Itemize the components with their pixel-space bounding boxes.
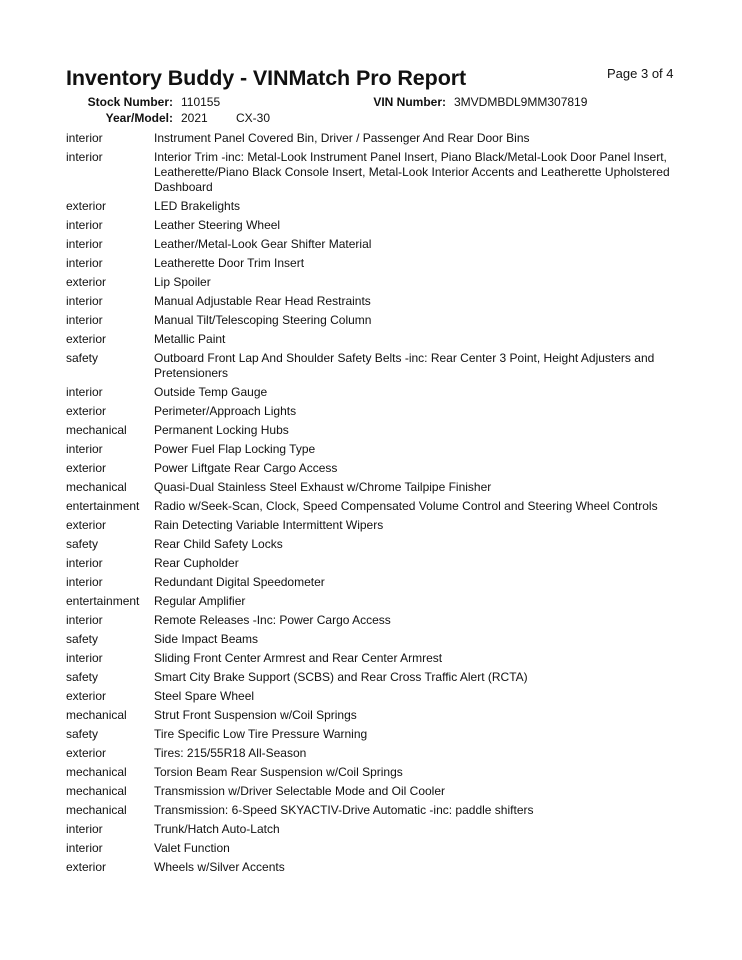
feature-list <box>66 131 696 879</box>
feature-category: entertainment <box>66 499 140 513</box>
feature-row <box>66 575 696 590</box>
feature-description: Instrument Panel Covered Bin, Driver / Passenger And Rear Door Bins <box>154 131 530 145</box>
feature-description: Steel Spare Wheel <box>154 689 255 703</box>
feature-row <box>66 150 696 195</box>
feature-row <box>66 423 696 438</box>
feature-row <box>66 332 696 347</box>
feature-category: safety <box>66 632 99 646</box>
feature-description: Side Impact Beams <box>154 632 259 646</box>
feature-row <box>66 689 696 704</box>
feature-description: LED Brakelights <box>154 199 241 213</box>
feature-description: Radio w/Seek-Scan, Clock, Speed Compensated Volume Control and Steering Wheel Controls <box>154 499 658 513</box>
feature-description: Leather/Metal-Look Gear Shifter Material <box>154 237 372 251</box>
feature-description: Power Fuel Flap Locking Type <box>154 442 316 456</box>
feature-row <box>66 841 696 856</box>
feature-row <box>66 518 696 533</box>
feature-description: Outside Temp Gauge <box>154 385 268 399</box>
feature-category: interior <box>66 294 103 308</box>
year-value: 2021 <box>181 111 208 125</box>
feature-row <box>66 765 696 780</box>
feature-description: Leatherette Door Trim Insert <box>154 256 305 270</box>
feature-description: Power Liftgate Rear Cargo Access <box>154 461 338 475</box>
feature-category: exterior <box>66 746 107 760</box>
feature-description: Torsion Beam Rear Suspension w/Coil Springs <box>154 765 403 779</box>
feature-description: Metallic Paint <box>154 332 226 346</box>
year-model-label: Year/Model: <box>105 111 173 125</box>
feature-row <box>66 131 696 146</box>
feature-row <box>66 313 696 328</box>
feature-category: safety <box>66 670 99 684</box>
feature-description: Perimeter/Approach Lights <box>154 404 297 418</box>
feature-row <box>66 613 696 628</box>
feature-category: interior <box>66 575 103 589</box>
feature-description: Tires: 215/55R18 All-Season <box>154 746 307 760</box>
feature-row <box>66 860 696 875</box>
feature-description: Transmission w/Driver Selectable Mode and Oil Cooler <box>154 784 445 798</box>
feature-row <box>66 404 696 419</box>
feature-row <box>66 670 696 685</box>
feature-description: Smart City Brake Support (SCBS) and Rear Cross Traffic Alert (RCTA) <box>154 670 528 684</box>
feature-description: Sliding Front Center Armrest and Rear Center Armrest <box>154 651 443 665</box>
feature-category: mechanical <box>66 784 127 798</box>
feature-description: Quasi-Dual Stainless Steel Exhaust w/Chrome Tailpipe Finisher <box>154 480 492 494</box>
feature-row <box>66 594 696 609</box>
feature-description: Leather Steering Wheel <box>154 218 281 232</box>
model-value: CX-30 <box>236 111 271 125</box>
feature-row <box>66 803 696 818</box>
feature-description: Transmission: 6-Speed SKYACTIV-Drive Automatic -inc: paddle shifters <box>154 803 534 817</box>
feature-row <box>66 632 696 647</box>
feature-category: mechanical <box>66 765 127 779</box>
feature-description: Wheels w/Silver Accents <box>154 860 285 874</box>
feature-category: interior <box>66 237 103 251</box>
vin-number-value: 3MVDMBDL9MM307819 <box>454 95 588 109</box>
feature-category: mechanical <box>66 423 127 437</box>
feature-description: Rear Cupholder <box>154 556 239 570</box>
feature-category: interior <box>66 150 103 164</box>
feature-row <box>66 480 696 495</box>
feature-category: exterior <box>66 518 107 532</box>
feature-row <box>66 351 696 381</box>
feature-description: Permanent Locking Hubs <box>154 423 289 437</box>
feature-category: exterior <box>66 689 107 703</box>
feature-row <box>66 294 696 309</box>
feature-category: interior <box>66 385 103 399</box>
feature-description: Regular Amplifier <box>154 594 246 608</box>
feature-row <box>66 822 696 837</box>
feature-category: interior <box>66 556 103 570</box>
feature-category: safety <box>66 727 99 741</box>
feature-category: interior <box>66 822 103 836</box>
stock-number-value: 110155 <box>181 95 221 109</box>
feature-category: safety <box>66 537 99 551</box>
feature-category: interior <box>66 131 103 145</box>
feature-description: Manual Tilt/Telescoping Steering Column <box>154 313 372 327</box>
feature-row <box>66 256 696 271</box>
feature-row <box>66 784 696 799</box>
feature-category: exterior <box>66 461 107 475</box>
feature-row <box>66 199 696 214</box>
feature-category: entertainment <box>66 594 140 608</box>
feature-category: interior <box>66 651 103 665</box>
feature-category: exterior <box>66 860 107 874</box>
feature-description: Manual Adjustable Rear Head Restraints <box>154 294 371 308</box>
feature-description: Redundant Digital Speedometer <box>154 575 325 589</box>
feature-description: Trunk/Hatch Auto-Latch <box>154 822 280 836</box>
feature-category: interior <box>66 313 103 327</box>
feature-row <box>66 746 696 761</box>
feature-category: interior <box>66 442 103 456</box>
feature-category: interior <box>66 256 103 270</box>
feature-category: exterior <box>66 332 107 346</box>
feature-row <box>66 385 696 400</box>
feature-row <box>66 237 696 252</box>
feature-description: Interior Trim -inc: Metal-Look Instrument Panel Insert, Piano Black/Metal-Look Door Panel Insert, Leatherette/Piano Black Console Insert, Metal-Look Interior Accents and Leatherette Upholstered Dashboard <box>154 150 670 194</box>
vin-number-label: VIN Number: <box>373 95 446 109</box>
feature-row <box>66 275 696 290</box>
feature-description: Rear Child Safety Locks <box>154 537 283 551</box>
feature-category: exterior <box>66 199 107 213</box>
feature-description: Valet Function <box>154 841 230 855</box>
feature-description: Remote Releases -Inc: Power Cargo Access <box>154 613 391 627</box>
feature-row <box>66 556 696 571</box>
feature-row <box>66 218 696 233</box>
feature-category: mechanical <box>66 480 127 494</box>
feature-category: safety <box>66 351 99 365</box>
feature-description: Strut Front Suspension w/Coil Springs <box>154 708 357 722</box>
feature-row <box>66 727 696 742</box>
feature-category: interior <box>66 613 103 627</box>
feature-row <box>66 708 696 723</box>
feature-category: exterior <box>66 404 107 418</box>
feature-row <box>66 461 696 476</box>
page-number: Page 3 of 4 <box>607 66 674 81</box>
feature-row <box>66 499 696 514</box>
feature-category: mechanical <box>66 803 127 817</box>
feature-category: interior <box>66 218 103 232</box>
feature-row <box>66 651 696 666</box>
feature-description: Lip Spoiler <box>154 275 211 289</box>
feature-row <box>66 442 696 457</box>
feature-category: exterior <box>66 275 107 289</box>
stock-number-label: Stock Number: <box>87 95 173 109</box>
feature-description: Rain Detecting Variable Intermittent Wipers <box>154 518 384 532</box>
feature-category: interior <box>66 841 103 855</box>
report-title: Inventory Buddy - VINMatch Pro Report <box>66 66 467 90</box>
feature-description: Outboard Front Lap And Shoulder Safety Belts -inc: Rear Center 3 Point, Height Adjusters and Pretensioners <box>154 351 655 380</box>
feature-category: mechanical <box>66 708 127 722</box>
feature-row <box>66 537 696 552</box>
feature-description: Tire Specific Low Tire Pressure Warning <box>154 727 368 741</box>
